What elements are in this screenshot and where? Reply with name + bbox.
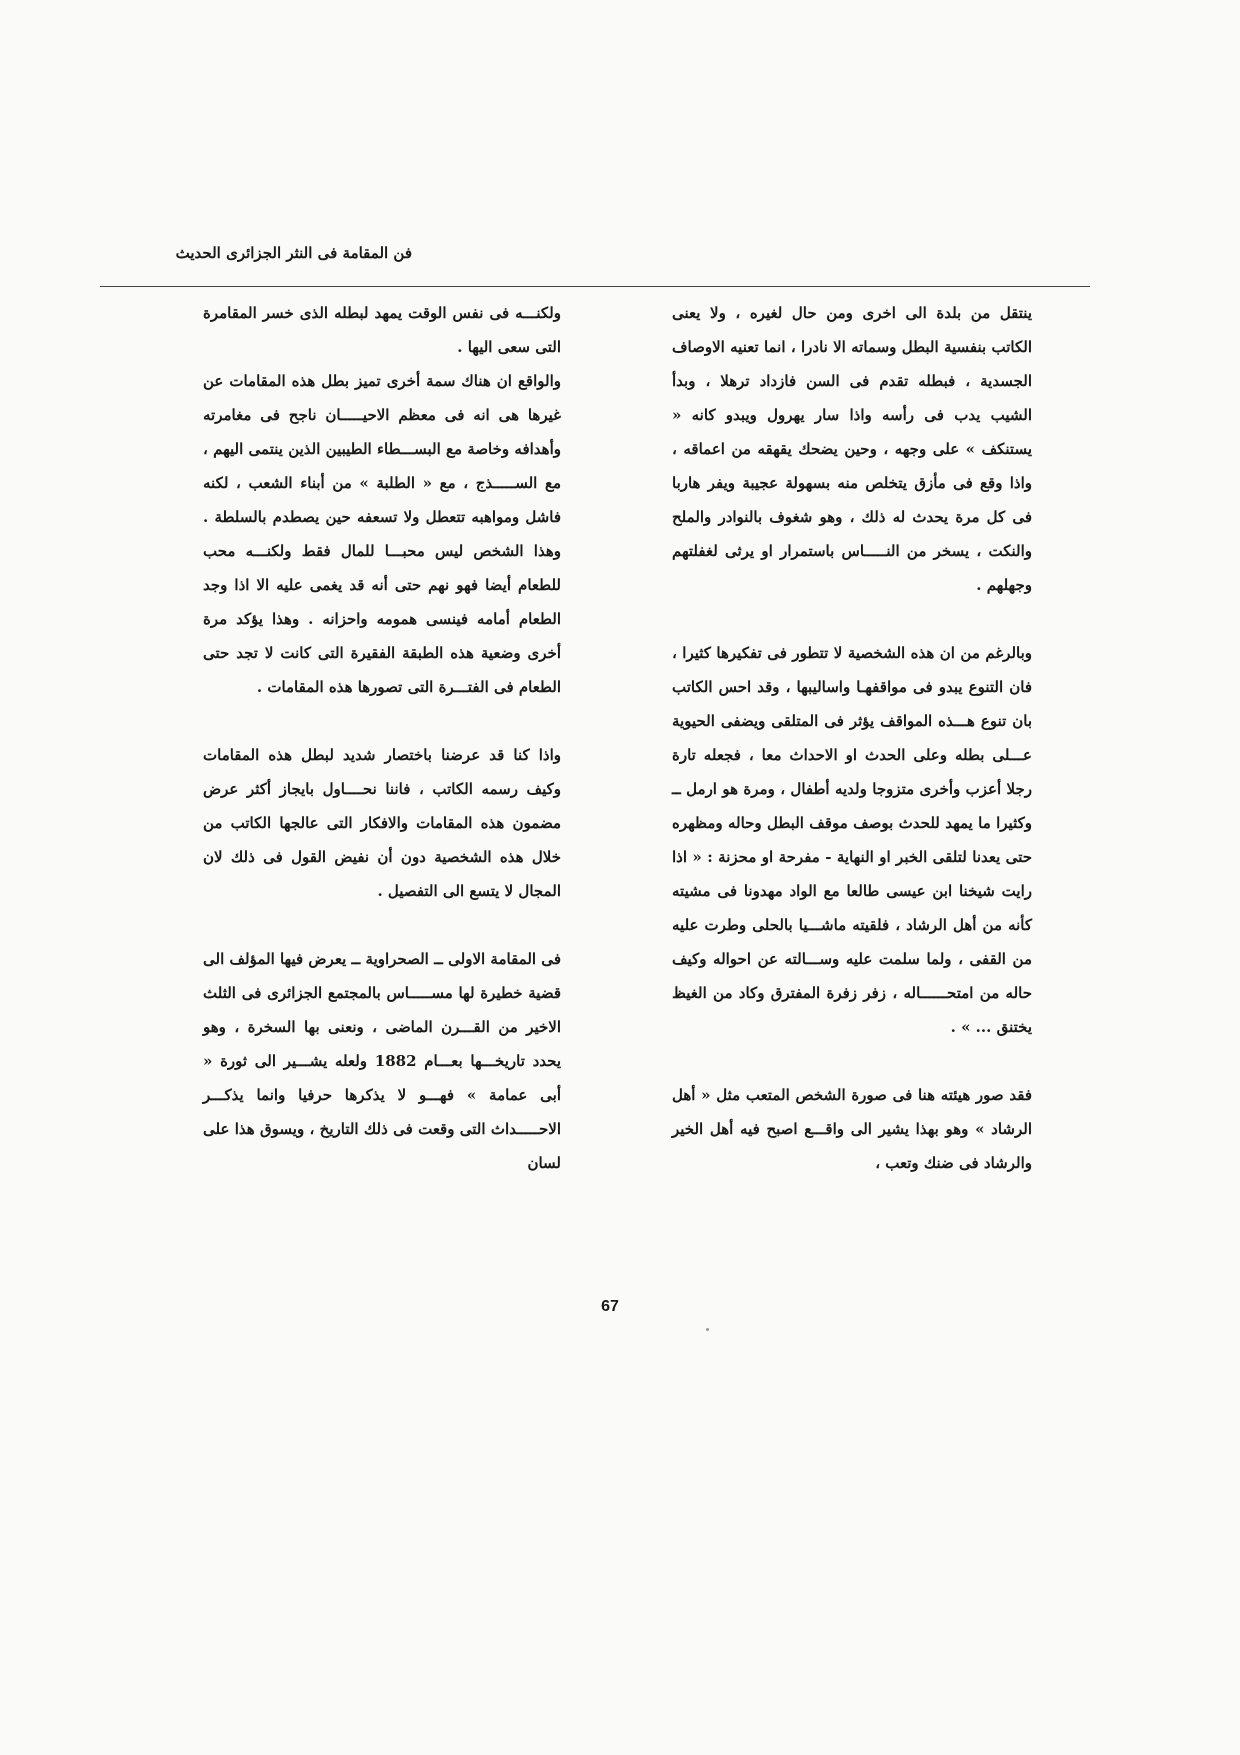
text-column-right [672, 296, 1032, 1180]
running-header-title: فن المقامة فى النثر الجزائرى الحديث [175, 244, 412, 262]
paragraph: ينتقل من بلدة الى اخرى ومن حال لغيره ، ولا يعنى الكاتب بنفسية البطل وسماته الا نادرا ، انما تعنيه الاوصاف الجسدية ، فبطله تقدم فى السن فازداد ترهلا ، وبدأ الشيب يدب فى رأسه واذا سار يهرول ويبدو كانه « يستنكف » على وجهه ، وحين يضحك يقهقه من اعماقه ، واذا وقع فى مأزق يتخلص منه بسهولة عجيبة ويفر هاربا فى كل مرة يحدث له ذلك ، وهو شغوف بالنوادر والملح والنكت ، يسخر من النـــــاس باستمرار او يرثى لغفلتهم وجهلهم . [672, 304, 1032, 594]
paragraph: فى المقامة الاولى ــ الصحراوية ــ يعرض فيها المؤلف الى قضية خطيرة لها مســـــاس بالمجتمع الجزائرى فى الثلث الاخير من القـــرن الماضى ، ونعنى بها السخرة ، وهو يحدد تاريخـــها بعـــام 1882 ولعله يشـــير الى ثورة « أبى عمامة » فهـــو لا يذكرها حرفيا وانما يذكـــر الاحـــــداث التى وقعت فى ذلك التاريخ ، ويسوق هذا على لسان [203, 950, 562, 1172]
header-divider [100, 286, 1090, 287]
paragraph: ولكنـــه فى نفس الوقت يمهد لبطله الذى خسر المقامرة التى سعى اليها . [203, 304, 561, 356]
scan-speck [706, 1328, 709, 1331]
paragraph: وبالرغم من ان هذه الشخصية لا تتطور فى تفكيرها كثيرا ، فان التنوع يبدو فى مواقفهـا واساليبها ، وقد احس الكاتب بان تنوع هـــذه المواقف يؤثر فى المتلقى ويضفى الحيوية عـــلى بطله وعلى الحدث او الاحداث معا ، فجعله تارة رجلا أعزب وأخرى متزوجا ولديه أطفال ، ومرة هو ارمل ــ وكثيرا ما يمهد للحدث بوصف موقف البطل وحاله ومظهره حتى يعدنا لتلقى الخبر او النهاية - مفرحة او محزنة : « اذا رايت شيخنا ابن عيسى طالعا مع الواد مهدونا فى مشيته كأنه من أهل الرشاد ، فلقيته ماشـــيا بالحلى وطرت عليه من القفى ، ولما سلمت عليه وســـالته عن احواله وكيف حاله من امتحــــــاله ، زفر زفرة المفترق وكاد من الغيظ يختنق ... » . [672, 644, 1032, 1036]
paragraph: فقد صور هيئته هنا فى صورة الشخص المتعب مثل « أهل الرشاد » وهو بهذا يشير الى واقـــع اصبح فيه أهل الخير والرشاد فى ضنك وتعب ، [672, 1086, 1032, 1172]
page-number: 67 [601, 1298, 619, 1315]
paragraph: والواقع ان هناك سمة أخرى تميز بطل هذه المقامات عن غيرها هى انه فى معظم الاحيـــــان ناجح فى مغامرته وأهدافه وخاصة مع البســـطاء الطيبين الذين ينتمى اليهم ، مع الســـــذج ، مع « الطلبة » من أبناء الشعب ، لكنه فاشل ومواهبه تتعطل ولا تسعفه حين يصطدم بالسلطة . وهذا الشخص ليس محبـــا للمال فقط ولكنـــه محب للطعام أيضا فهو نهم حتى أنه قد يغمى عليه الا اذا وجد الطعام أمامه فينسى همومه واحزانه . وهذا يؤكد مرة أخرى وضعية هذه الطبقة الفقيرة التى كانت لا تجد حتى الطعام فى الفتـــرة التى تصورها هذه المقامات . [203, 372, 561, 696]
text-column-left [203, 296, 561, 1180]
paragraph: واذا كنا قد عرضنا باختصار شديد لبطل هذه المقامات وكيف رسمه الكاتب ، فاننا نحــــاول بايجاز أكثر عرض مضمون هذه المقامات والافكار التى عالجها الكاتب من خلال هذه الشخصية دون أن نفيض القول فى ذلك لان المجال لا يتسع الى التفصيل . [203, 746, 561, 900]
